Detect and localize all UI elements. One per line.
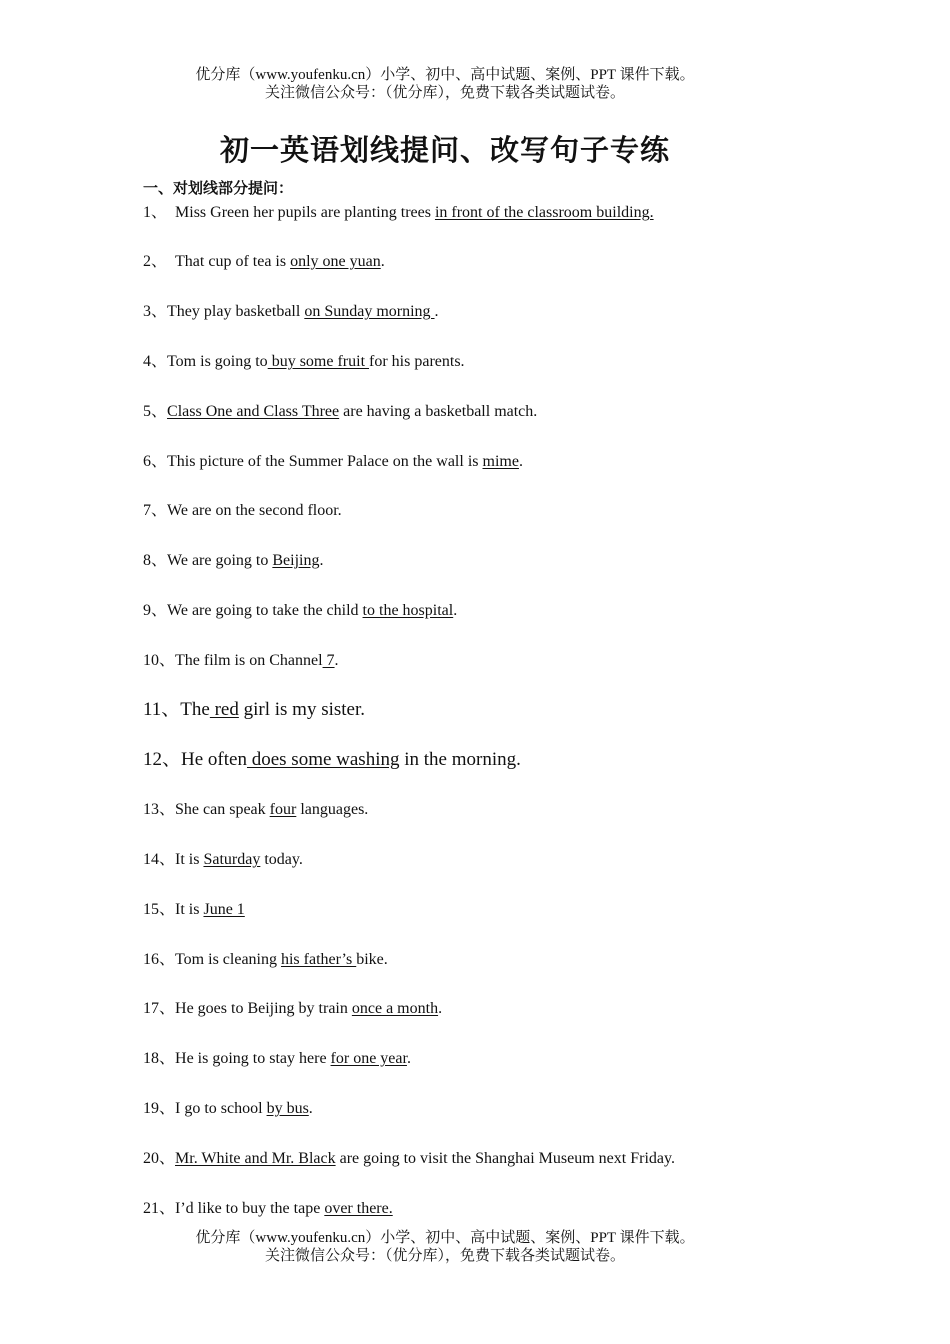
question-number: 7、	[143, 502, 168, 519]
underlined-part: four	[269, 801, 297, 818]
question-text: This picture of the Summer Palace on the wall is	[167, 453, 483, 470]
question-text: We are going to take the child	[167, 602, 363, 619]
underlined-part: buy some fruit	[267, 353, 370, 370]
question-text-end: .	[319, 552, 324, 569]
question-item	[143, 302, 439, 322]
question-text: Miss Green her pupils are planting trees	[167, 204, 435, 221]
underlined-part: once a month	[351, 1000, 439, 1017]
question-item	[143, 1099, 313, 1119]
question-number: 16、	[143, 951, 176, 968]
footer-line-2: 关注微信公众号：（优分库），免费下载各类试题试卷。	[264, 1248, 625, 1264]
question-text: The film is on Channel	[175, 652, 323, 669]
section-heading: 一、对划线部分提问：	[143, 179, 294, 197]
underlined-part: red	[209, 699, 239, 720]
underlined-part: Class One and Class Three	[167, 403, 340, 420]
underlined-part: in front of the classroom building.	[434, 204, 654, 221]
question-item	[143, 252, 385, 272]
underlined-part: Saturday	[203, 851, 261, 868]
question-item	[143, 352, 465, 372]
header-line-2: 关注微信公众号：（优分库），免费下载各类试题试卷。	[264, 85, 625, 101]
question-number: 4、	[143, 353, 168, 370]
underlined-part: to the hospital	[362, 602, 454, 619]
question-text-end: for his parents.	[369, 353, 465, 370]
underlined-part: for one year	[330, 1050, 407, 1067]
question-item	[143, 800, 368, 820]
question-text: The	[180, 699, 210, 720]
question-text-end: bike.	[356, 951, 388, 968]
question-text: He is going to stay here	[175, 1050, 331, 1067]
question-number: 9、	[143, 602, 168, 619]
question-item	[143, 1149, 675, 1169]
underlined-part: only one yuan	[290, 253, 381, 270]
question-number: 19、	[143, 1100, 176, 1117]
question-item	[143, 1049, 411, 1069]
question-item	[143, 501, 342, 521]
question-item	[143, 750, 521, 770]
page-header	[0, 66, 890, 102]
question-number: 14、	[143, 851, 176, 868]
question-text: We are going to	[167, 552, 273, 569]
question-text: We are on the second floor.	[167, 502, 342, 519]
question-number: 5、	[143, 403, 168, 420]
question-text-end: .	[438, 1000, 443, 1017]
question-text-end: languages.	[296, 801, 369, 818]
page-footer	[0, 1229, 890, 1265]
question-text: That cup of tea is	[167, 253, 291, 270]
question-text: Tom is cleaning	[175, 951, 281, 968]
question-text: He goes to Beijing by train	[175, 1000, 352, 1017]
header-line-1: 优分库（www.youfenku.cn）小学、初中、高中试题、案例、PPT 课件下载。	[195, 67, 695, 83]
question-item	[143, 850, 303, 870]
question-number: 1、	[143, 204, 168, 221]
question-item	[143, 601, 457, 621]
question-number: 8、	[143, 552, 168, 569]
underlined-part: mime	[482, 453, 519, 470]
question-number: 10、	[143, 652, 176, 669]
question-number: 6、	[143, 453, 168, 470]
question-item	[143, 551, 323, 571]
question-item	[143, 402, 537, 422]
question-text: It is	[175, 851, 204, 868]
underlined-part: his father’s	[280, 951, 357, 968]
question-text-end: today.	[260, 851, 303, 868]
question-number: 3、	[143, 303, 168, 320]
question-text-end: in the morning.	[399, 749, 521, 770]
question-item	[143, 700, 365, 720]
question-number: 13、	[143, 801, 176, 818]
question-item	[143, 452, 523, 472]
question-text-end: are going to visit the Shanghai Museum next Friday.	[335, 1150, 675, 1167]
underlined-part: Beijing	[272, 552, 320, 569]
underlined-part: on Sunday morning	[304, 303, 435, 320]
question-number: 21、	[143, 1200, 176, 1217]
question-item	[143, 950, 388, 970]
question-text-end: .	[434, 303, 439, 320]
question-number: 20、	[143, 1150, 176, 1167]
underlined-part: by bus	[266, 1100, 309, 1117]
question-number: 11、	[143, 699, 181, 720]
underlined-part: 7	[322, 652, 335, 669]
question-text: I’d like to buy the tape	[175, 1200, 325, 1217]
question-item	[143, 203, 654, 223]
question-text-end: .	[406, 1050, 411, 1067]
underlined-part: does some washing	[246, 749, 400, 770]
question-text-end: .	[518, 453, 523, 470]
question-text-end: .	[308, 1100, 313, 1117]
document-title: 初一英语划线提问、改写句子专练	[219, 133, 670, 167]
footer-line-1: 优分库（www.youfenku.cn）小学、初中、高中试题、案例、PPT 课件下载。	[195, 1230, 695, 1246]
question-text: I go to school	[175, 1100, 267, 1117]
question-text-end: girl is my sister.	[238, 699, 366, 720]
underlined-part: June 1	[203, 901, 245, 918]
question-item	[143, 999, 442, 1019]
question-text: She can speak	[175, 801, 270, 818]
question-text-end: .	[453, 602, 458, 619]
question-number: 12、	[143, 749, 182, 770]
question-number: 15、	[143, 901, 176, 918]
question-number: 17、	[143, 1000, 176, 1017]
question-text: Tom is going to	[167, 353, 268, 370]
underlined-part: Mr. White and Mr. Black	[175, 1150, 336, 1167]
question-text-end: .	[380, 253, 385, 270]
question-text: It is	[175, 901, 204, 918]
question-text: They play basketball	[167, 303, 305, 320]
question-text-end: are having a basketball match.	[339, 403, 538, 420]
question-text-end: .	[334, 652, 339, 669]
question-number: 2、	[143, 253, 168, 270]
underlined-part: over there.	[324, 1200, 393, 1217]
question-item	[143, 1199, 393, 1219]
question-item	[143, 651, 339, 671]
question-number: 18、	[143, 1050, 176, 1067]
question-item	[143, 900, 245, 920]
question-text: He often	[181, 749, 247, 770]
